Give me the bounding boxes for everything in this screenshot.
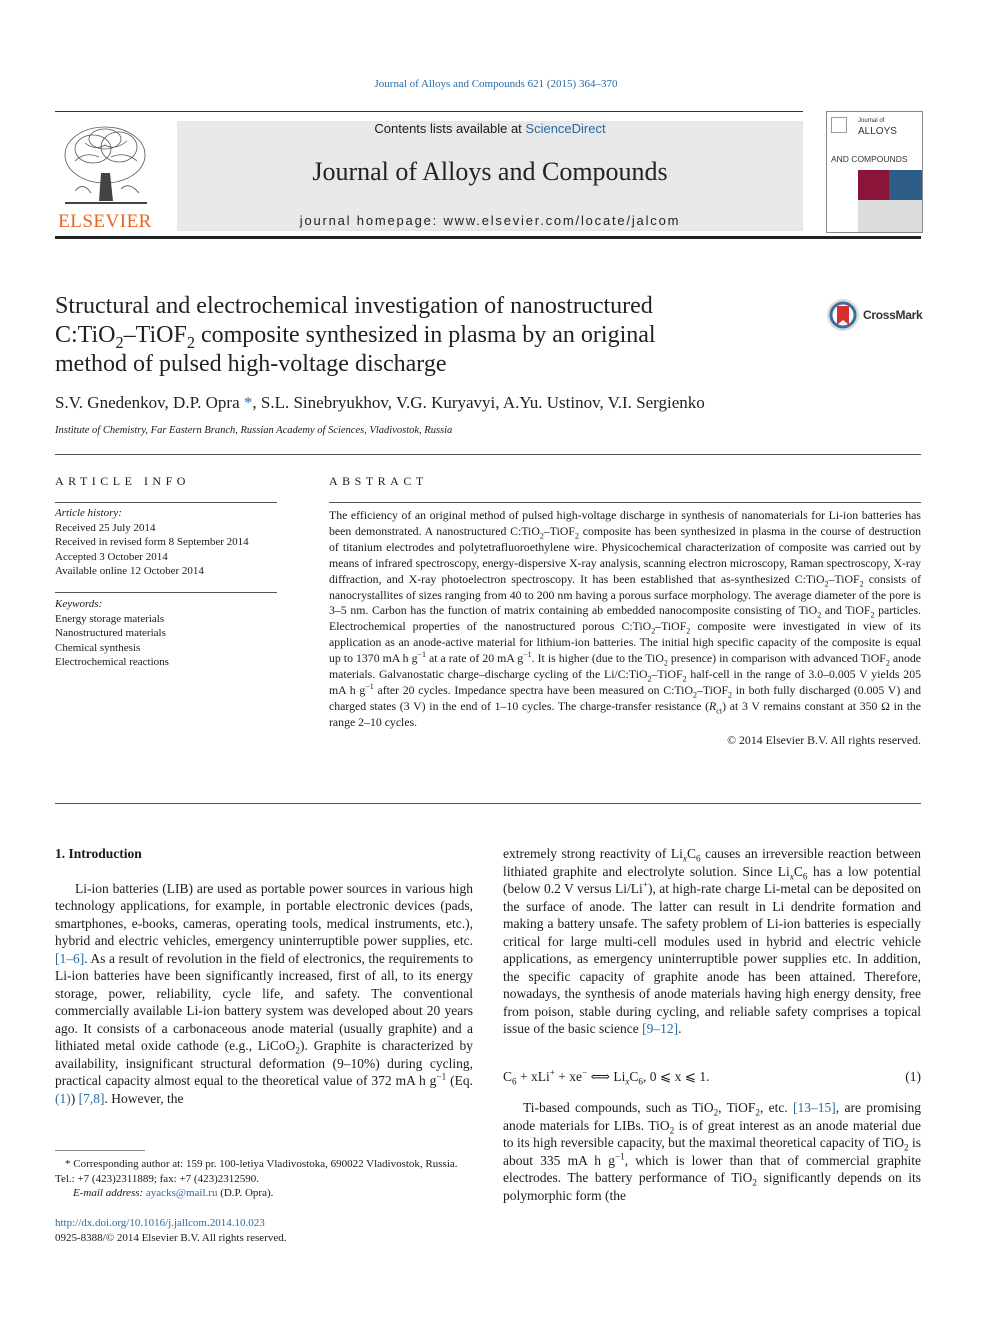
abstract-text: The efficiency of an original method of pulsed high-voltage discharge in synthesis of nanomaterials for Li-ion batteries has been demonstrated. A nanostructured C:TiO$_2$–TiOF$_2$ composite has been synthesized in plasma in the course of destruction of titanium electrodes and polytetrafluoroethylene wire. Physicochemical characterization of composite was carried out by means of infrared spectroscopy, energy-dispersive X-ray analysis, scanning electron microscopy, Raman spectroscopy, X-ray diffraction, and X-ray photoelectron spectroscopy. It has been established that as-synthesized C:TiO$_2$–TiOF$_2$ consists of nanocrystallites of sizes ranging from 40 to 200 nm having a porous surface morphology. The average diameter of the pore is 3–5 nm. Carbon has the function of matrix containing ab embedded nanocomposite consisting of TiO$_2$ and TiOF$_2$ particles. Electrochemical properties of the nanostructured porous C:TiO$_2$–TiOF$_2$ composite were investigated in view of its application as an anode-active material for lithium-ion batteries. The initial high specific capacity of the composite is equal up to 1370 mA h $g^{-1}$ at a rate of 20 mA $g^{-1}$. It is higher (due to the TiO$_2$ presence) in comparison with advanced TiOF$_2$ anode materials. Galvanostatic charge–discharge cycling of the Li/C:TiO$_2$–TiOF$_2$ half-cell in the range of 3.0–0.005 V yields 205 mA h $g^{-1}$ after 20 cycles. Impedance spectra have been measured on C:TiO$_2$–TiOF$_2$ in both fully discharged (0.005 V) and charged states (3 V) in the end of 1–10 cycles. The charge-transfer resistance $(R_{ct})$ at 3 V remains constant at 350 Ω in the range 2–10 cycles. © 2014 Elsevier B.V. All rights reserved.: [329, 508, 922, 747]
title-line-1: Structural and electrochemical investigation of nanostructured: [55, 293, 653, 319]
corresponding-author-note: * Corresponding author at: 159 pr. 100-letiya Vladivostoka, 690022 Vladivostok, Russia. Tel.: +7 (423)2311889; fax: +7 (423)2312590.: [55, 1158, 458, 1185]
cover-block-grey: [858, 200, 922, 232]
crossmark-label: CrossMark: [863, 308, 923, 322]
crossmark-icon: [826, 298, 860, 332]
title-line-3: method of pulsed high-voltage discharge: [55, 351, 447, 377]
article-title: [55, 292, 775, 379]
cover-block-crimson: [858, 170, 889, 200]
history-revised: Received in revised form 8 September 2014: [55, 536, 249, 548]
history-received: Received 25 July 2014: [55, 521, 156, 534]
keyword-item: Energy storage materials: [55, 612, 165, 625]
right-column-bottom: [503, 1099, 921, 1204]
keyword-item: Nanostructured materials: [55, 627, 166, 639]
history-label: Article history:: [55, 507, 122, 519]
ref-link[interactable]: [1–6]: [55, 950, 85, 966]
footnote-rule: [55, 1150, 145, 1151]
equation-1: $C_6 + xLi^+ + xe^-$ ⟺ $Li_xC_6$, 0 ⩽ x ⩽ 1. (1): [503, 1067, 921, 1087]
eq-link[interactable]: (1): [55, 1090, 71, 1106]
authors-rest: , S.L. Sinebryukhov, V.G. Kuryavyi, A.Yu. Ustinov, V.I. Sergienko: [252, 393, 705, 412]
elsevier-wordmark: ELSEVIER: [58, 211, 152, 232]
abstract-bottom-rule: [55, 803, 921, 804]
cover-text-1: Journal of: [858, 118, 885, 124]
doi-block: [55, 1216, 473, 1245]
header-bottom-rule: [55, 236, 921, 239]
abstract-heading: ABSTRACT: [329, 474, 428, 488]
article-history: [55, 506, 277, 579]
issn-line: 0925-8388/© 2014 Elsevier B.V. All rights reserved.: [55, 1231, 287, 1244]
ref-link[interactable]: [13–15]: [793, 1100, 836, 1115]
header-top-rule: [55, 111, 803, 112]
cover-block-blue: [889, 170, 922, 200]
right-column-top: [503, 845, 921, 1038]
crossmark-badge[interactable]: [826, 298, 926, 334]
right-paragraph-1: extremely strong reactivity of $Li_xC_6$ causes an irreversible reaction between lithiated graphite and electrolyte solution. Since $Li_xC_6$ has a low potential (below 0.2 V versus Li/Li+), at high-rate charge Li-metal can be deposited on the surface of anode. The latter can result in Li dendrite formation and making a battery unsafe. The safety problem of Li-ion batteries is especially critical for large multi-cell modules used in hybrid and electric vehicle applications, as emergency uninterruptible power supplies etc. In addition, the specific capacity of graphite anode has been attained. Therefore, nowadays, the synthesis of anode materials having high energy density, free from poison, stable during cycling, and reliable safety comprises a topical issue of the basic science [9–12].: [503, 846, 921, 1036]
authors-first: S.V. Gnedenkov, D.P. Opra: [55, 393, 244, 412]
keywords-rule: [55, 592, 277, 593]
history-accepted: Accepted 3 October 2014: [55, 550, 168, 563]
intro-heading: 1. Introduction: [55, 846, 142, 861]
abstract-copyright: © 2014 Elsevier B.V. All rights reserved.: [727, 732, 921, 747]
journal-cover[interactable]: [826, 111, 923, 233]
contents-line: [177, 121, 803, 136]
journal-citation[interactable]: Journal of Alloys and Compounds 621 (2015) 364–370: [374, 78, 618, 90]
title-line-2: C:TiO$_2$–TiOF$_2$ composite synthesized in plasma by an original: [55, 322, 656, 352]
intro-paragraph: Li-ion batteries (LIB) are used as portable power sources in various high technology applications, for example, in portable electronic devices (pads, smartphones, e-books, cameras, operating tools, medical instruments, etc.), hybrid and electric vehicles, emergency uninterruptible power supplies, etc. [1–6]. As a result of revolution in the field of electronics, the requirements to Li-ion batteries have been significantly increased, first of all, to its energy storage, power, reliability, cycle life, and safety. The conventional commercially available Li-ion battery system was developed about 20 years ago. It consists of a carbonaceous anode material (usually graphite) and a lithiated metal oxide cathode (e.g., LiCoO$_2$). Graphite is characterized by availability, insignificant structural deformation (9–10%) during cycling, practical capacity almost equal to the theoretical value of 372 mA h $g^{-1}$ (Eq. (1)) [7,8]. However, the: [55, 880, 473, 1106]
email-link[interactable]: ayacks@mail.ru: [145, 1187, 218, 1199]
affiliation: Institute of Chemistry, Far Eastern Branch, Russian Academy of Sciences, Vladivostok, Russia: [55, 425, 453, 436]
author-list: [55, 393, 705, 413]
cover-text-2: ALLOYS: [858, 126, 897, 137]
footnote: [55, 1157, 473, 1201]
doi-link[interactable]: http://dx.doi.org/10.1016/j.jallcom.2014.10.023: [55, 1217, 265, 1229]
keywords-label: Keywords:: [55, 598, 103, 610]
ref-link[interactable]: [9–12]: [642, 1021, 679, 1036]
email-note: E-mail address: ayacks@mail.ru (D.P. Opra).: [73, 1187, 274, 1199]
article-info-heading: ARTICLE INFO: [55, 474, 190, 488]
elsevier-logo[interactable]: [55, 121, 155, 233]
cover-small-icon: [831, 117, 847, 133]
cover-text-3: AND COMPOUNDS: [831, 154, 908, 164]
keyword-item: Electrochemical reactions: [55, 656, 169, 668]
info-top-rule: [55, 454, 921, 455]
corresponding-author-star[interactable]: *: [243, 393, 253, 412]
sciencedirect-link[interactable]: ScienceDirect: [525, 121, 606, 136]
journal-homepage[interactable]: journal homepage: www.elsevier.com/locate/jalcom: [299, 213, 681, 228]
elsevier-tree-icon: [55, 121, 155, 209]
abstract-rule: [329, 502, 921, 503]
article-info-rule: [55, 502, 277, 503]
ref-link[interactable]: [7,8]: [78, 1090, 105, 1106]
history-online: Available online 12 October 2014: [55, 565, 204, 577]
equation-number: (1): [905, 1069, 921, 1084]
keywords: [55, 597, 277, 670]
journal-name[interactable]: Journal of Alloys and Compounds: [312, 157, 668, 186]
keyword-item: Chemical synthesis: [55, 641, 141, 654]
journal-banner: [177, 121, 803, 231]
contents-prefix: Contents lists available at: [374, 121, 526, 136]
intro-column: [55, 845, 473, 1107]
right-paragraph-2: Ti-based compounds, such as TiO$_2$, TiOF$_2$, etc. [13–15], are promising anode materials for LIBs. TiO$_2$ is of great interest as an anode material due to its high reversible capacity, but the maximal theoretical capacity of TiO$_2$ is about 335 mA h $g^{-1}$, which is lower than that of commercial graphite electrodes. The battery performance of TiO$_2$ significantly depends on its polymorphic form (the: [503, 1100, 921, 1203]
